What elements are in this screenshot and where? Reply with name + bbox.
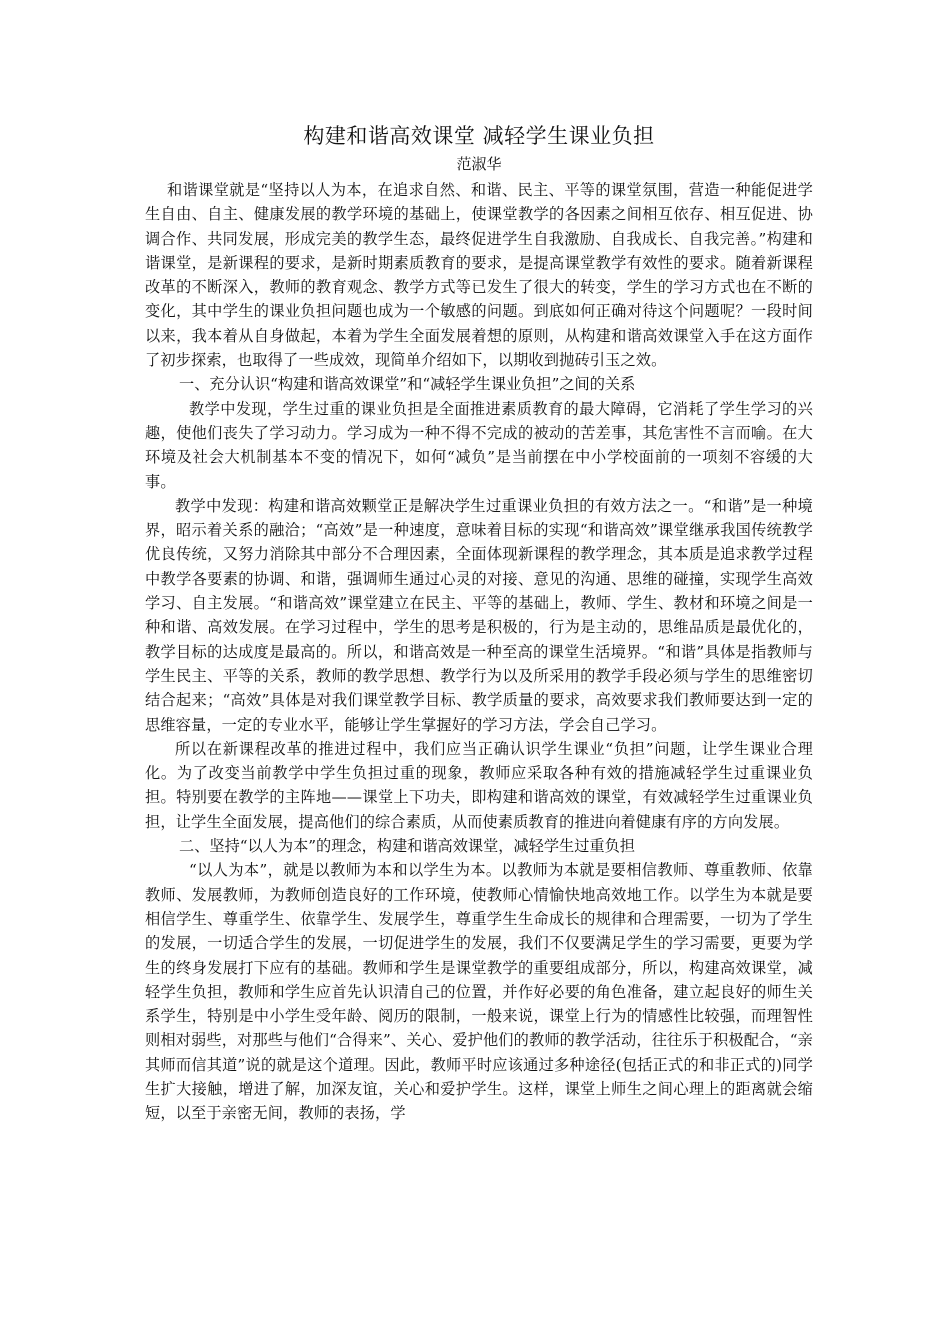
document-author: 范淑华 <box>456 155 502 173</box>
paragraph-intro: 和谐课堂就是“坚持以人为本，在追求自然、和谐、民主、平等的课堂氛围，营造一种能促进学生自由、自主、健康发展的教学环境的基础上，使课堂教学的各因素之间相互依存、相互促进、协调合作、共同发展，形成完美的教学生态，最终促进学生自我激励、自我成长、自我完善。”构建和谐课堂，是新课程的要求，是新时期素质教育的要求，是提高课堂教学有效性的要求。随着新课程改革的不断深入，教师的教育观念、教学方式等已发生了很大的转变，学生的学习方式也在不断的变化，其中学生的课业负担问题也成为一个敏感的问题。到底如何正确对待这个问题呢？一段时间以来，我本着从自身做起，本着为学生全面发展着想的原则，从构建和谐高效课堂入手在这方面作了初步探索，也取得了一些成效，现简单介绍如下，以期收到抛砖引玉之效。 <box>145 181 813 370</box>
paragraph-4: 所以在新课程改革的推进过程中，我们应当正确认识学生课业“负担”问题，让学生课业合理化。为了改变当前教学中学生负担过重的现象，教师应采取各种有效的措施减轻学生过重课业负担。特别要在教学的主阵地——课堂上下功夫，即构建和谐高效的课堂，有效减轻学生过重课业负担，让学生全面发展，提高他们的综合素质，从而使素质教育的推进向着健康有序的方向发展。 <box>145 739 813 831</box>
section-heading-2: 二、坚持“以人为本”的理念，构建和谐高效课堂，减轻学生过重负担 <box>179 837 635 856</box>
paragraph-5: “以人为本”，就是以教师为本和以学生为本。以教师为本就是要相信教师、尊重教师、依靠教师、发展教师，为教师创造良好的工作环境，使教师心情愉快地高效地工作。以学生为本就是要相信学生、尊重学生、依靠学生、发展学生，尊重学生生命成长的规律和合理需要，一切为了学生的发展，一切适合学生的发展，一切促进学生的发展，我们不仅要满足学生的学习需要，更要为学生的终身发展打下应有的基础。教师和学生是课堂教学的重要组成部分，所以，构建高效课堂，减轻学生负担，教师和学生应首先认识清自己的位置，并作好必要的角色准备，建立起良好的师生关系学生，特别是中小学生受年龄、阅历的限制，一般来说，课堂上行为的情感性比较强，而理智性则相对弱些，对那些与他们“合得来”、关心、爱护他们的教师的教学活动，往往乐于积极配合，“亲其师而信其道”说的就是这个道理。因此，教师平时应该通过多种途径(包括正式的和非正式的)同学生扩大接触，增进了解，加深友谊，关心和爱护学生。这样，课堂上师生之间心理上的距离就会缩短，以至于亲密无间，教师的表扬，学 <box>145 861 813 1123</box>
document-page <box>145 120 813 1126</box>
paragraph-3: 教学中发现：构建和谐高效颗堂正是解决学生过重课业负担的有效方法之一。“和谐”是一种境界，昭示着关系的融洽；“高效”是一种速度，意味着目标的实现“和谐高效”课堂继承我国传统教学优良传统，又努力消除其中部分不合理因素，全面体现新课程的教学理念，其本质是追求教学过程中教学各要素的协调、和谐，强调师生通过心灵的对接、意见的沟通、思维的碰撞，实现学生高效学习、自主发展。“和谐高效”课堂建立在民主、平等的基础上，教师、学生、教材和环境之间是一种和谐、高效发展。在学习过程中，学生的思考是积极的，行为是主动的，思维品质是最优化的，教学目标的达成度是最高的。所以，和谐高效是一种至高的课堂生活境界。“和谐”具体是指教师与学生民主、平等的关系，教师的教学思想、教学行为以及所采用的教学手段必须与学生的思维密切结合起来；“高效”具体是对我们课堂教学目标、教学质量的要求，高效要求我们教师要达到一定的思维容量，一定的专业水平，能够让学生掌握好的学习方法，学会自己学习。 <box>145 496 813 734</box>
section-heading-1: 一、充分认识“构建和谐高效课堂”和“减轻学生课业负担”之间的关系 <box>179 375 636 394</box>
document-title: 构建和谐高效课堂 减轻学生课业负担 <box>303 124 655 148</box>
paragraph-2: 教学中发现，学生过重的课业负担是全面推进素质教育的最大障碍，它消耗了学生学习的兴趣，使他们丧失了学习动力。学习成为一种不得不完成的被动的苦差事，其危害性不言而喻。在大环境及社会大机制基本不变的情况下，如何“减负”是当前摆在中小学校面前的一项刻不容缓的大事。 <box>145 399 813 491</box>
